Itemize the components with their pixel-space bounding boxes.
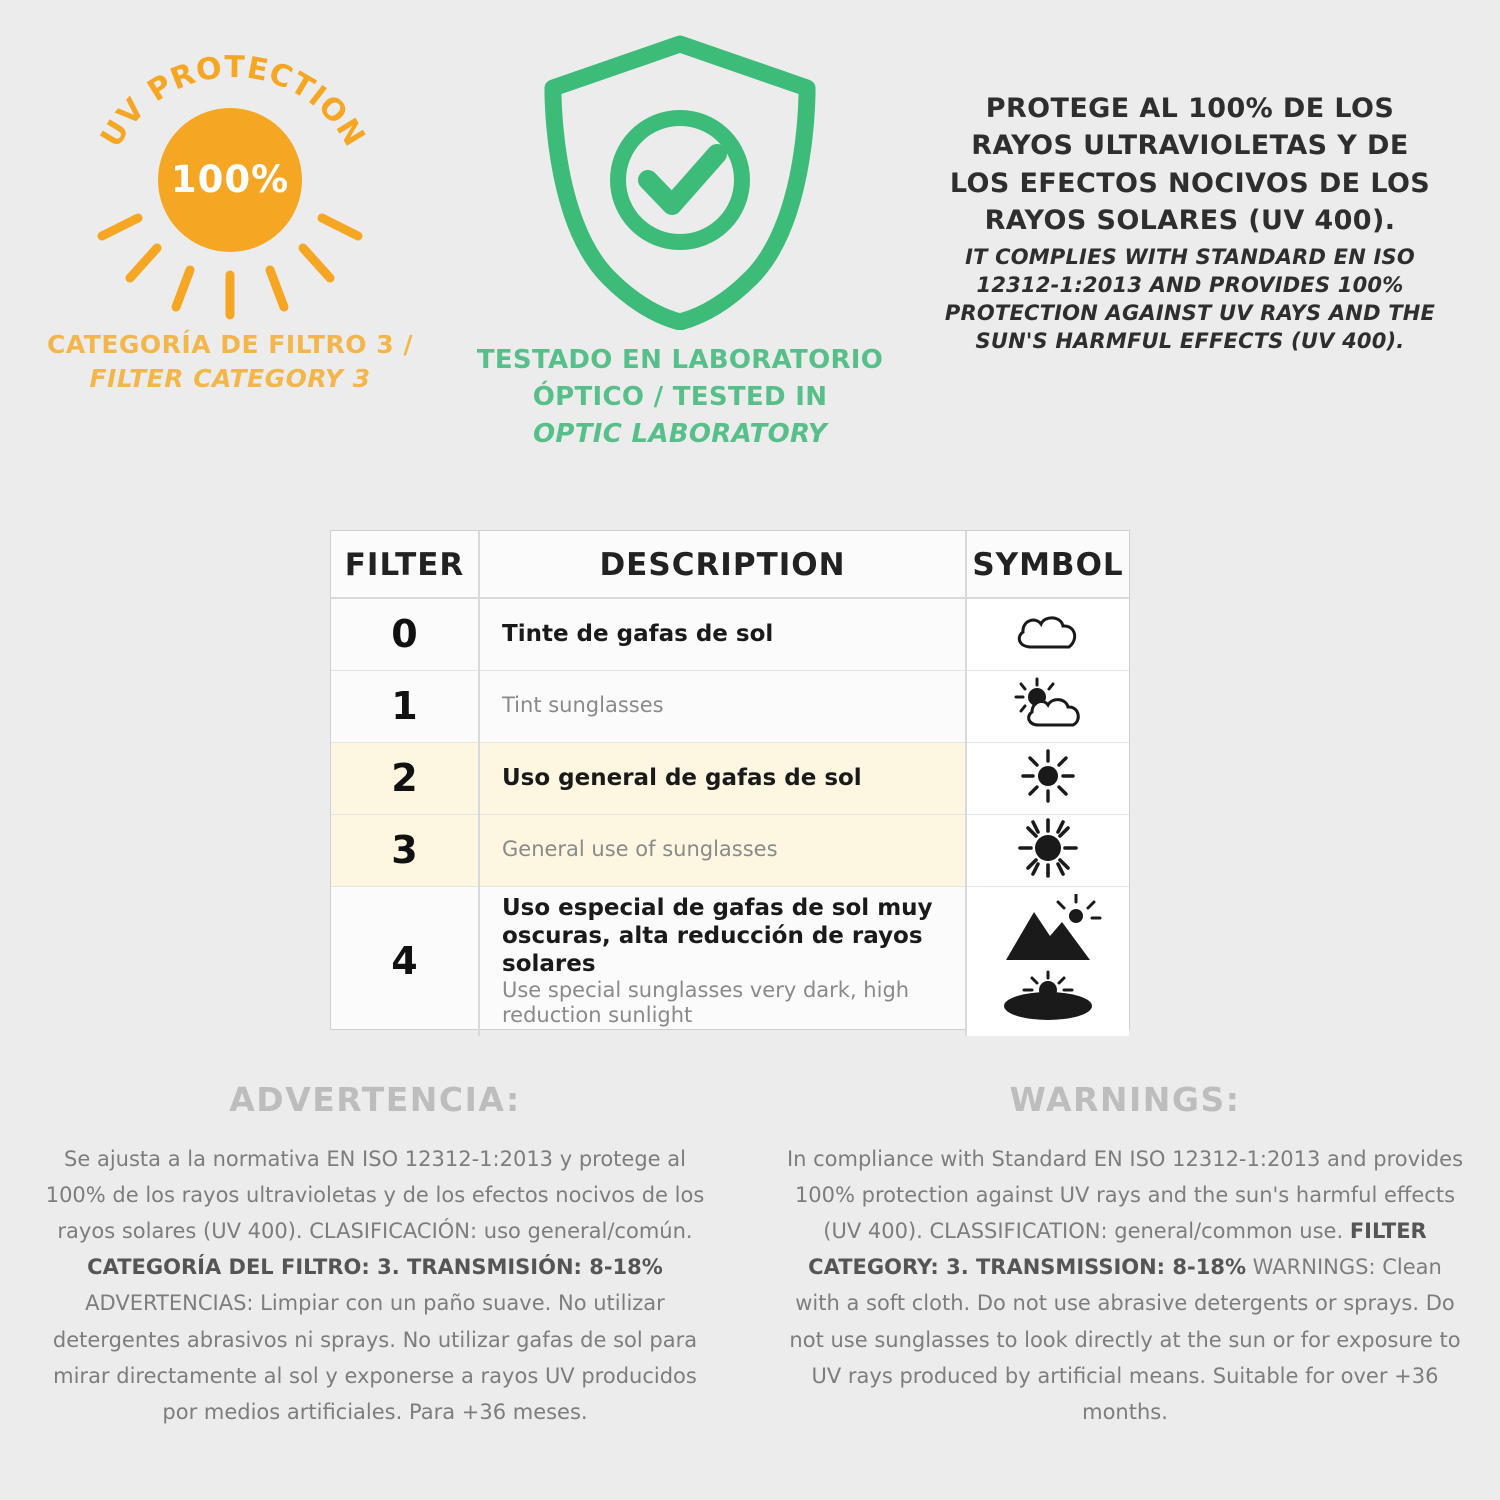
lab-caption-line3: OPTIC LABORATORY bbox=[532, 418, 828, 449]
symbol-cell bbox=[966, 598, 1129, 670]
column-header-symbol: SYMBOL bbox=[966, 531, 1129, 598]
filter-number: 3 bbox=[331, 814, 479, 886]
warnings-en-p2: FILTER CATEGORY: 3. TRANSMISSION: 8-18% bbox=[808, 1219, 1427, 1280]
warnings-title-es: ADVERTENCIA: bbox=[229, 1080, 521, 1119]
sun-icon bbox=[1018, 748, 1078, 804]
cloud-icon bbox=[1011, 607, 1085, 657]
filter-number: 2 bbox=[331, 742, 479, 814]
protection-text-block bbox=[940, 20, 1460, 480]
table-row bbox=[331, 814, 1129, 886]
table-row bbox=[331, 670, 1129, 742]
uv-arc-label: UV PROTECTION bbox=[94, 49, 372, 154]
description-es: Uso especial de gafas de sol muy oscuras, alta reducción de rayos solares bbox=[502, 894, 933, 977]
filter-number: 4 bbox=[331, 886, 479, 1036]
filter-number: 1 bbox=[331, 670, 479, 742]
filter-category-caption bbox=[47, 328, 413, 395]
lab-tested-block bbox=[420, 20, 940, 480]
warnings-english bbox=[750, 1080, 1500, 1430]
table-row bbox=[331, 598, 1129, 670]
uv-percent-label: 100% bbox=[170, 158, 290, 201]
description-en: Tint sunglasses bbox=[502, 693, 664, 718]
mountain-sun-and-water-icon bbox=[988, 894, 1108, 1024]
table-row bbox=[331, 742, 1129, 814]
sun-badge bbox=[80, 30, 380, 320]
filter-description bbox=[479, 814, 966, 886]
symbol-cell bbox=[966, 886, 1129, 1036]
filter-description bbox=[479, 886, 966, 1036]
warnings-body-en bbox=[784, 1141, 1466, 1430]
symbol-cell bbox=[966, 670, 1129, 742]
symbol-cell bbox=[966, 814, 1129, 886]
shield-check-icon bbox=[515, 30, 845, 330]
uv-protection-block bbox=[0, 20, 420, 480]
warnings-title-en: WARNINGS: bbox=[1009, 1080, 1241, 1119]
description-es: Uso general de gafas de sol bbox=[502, 764, 862, 791]
filter-category-caption-en: FILTER CATEGORY 3 bbox=[89, 363, 371, 393]
warnings-body-es bbox=[34, 1141, 716, 1430]
protection-text-spanish: PROTEGE AL 100% DE LOS RAYOS ULTRAVIOLETAS Y DE LOS EFECTOS NOCIVOS DE LOS RAYOS SOLARES (UV 400). bbox=[949, 93, 1431, 236]
description-en: Use special sunglasses very dark, high reduction sunlight bbox=[502, 977, 910, 1028]
warnings-es-p2: CATEGORÍA DEL FILTRO: 3. TRANSMISIÓN: 8-18% bbox=[87, 1255, 663, 1280]
lab-tested-caption bbox=[445, 342, 915, 453]
filter-description bbox=[479, 670, 966, 742]
column-header-filter: FILTER bbox=[331, 531, 479, 598]
warnings-spanish bbox=[0, 1080, 750, 1430]
warnings-en-p3: WARNINGS: Clean with a soft cloth. Do not use abrasive detergents or sprays. Do not use sunglasses to look directly at the sun or for exposure to UV rays produced by artificial means. Suitable for over +36 months. bbox=[789, 1255, 1461, 1424]
description-es: Tinte de gafas de sol bbox=[502, 621, 774, 648]
table-row bbox=[331, 886, 1129, 1036]
warnings-es-p3: ADVERTENCIAS: Limpiar con un paño suave. No utilizar detergentes abrasivos ni sprays. No utilizar gafas de sol para mirar directamente al sol y exponerse a rayos UV producidos por medios artificiales. Para +36 meses. bbox=[52, 1291, 698, 1424]
bright-sun-icon bbox=[1016, 818, 1080, 878]
filter-category-caption-es: CATEGORÍA DE FILTRO 3 / bbox=[47, 330, 413, 359]
shield-badge bbox=[515, 30, 845, 330]
filter-number: 0 bbox=[331, 598, 479, 670]
warnings-section bbox=[0, 1080, 1500, 1430]
sun-behind-cloud-icon bbox=[1011, 677, 1085, 731]
lab-caption-line1: TESTADO EN LABORATORIO bbox=[476, 345, 884, 375]
filter-description bbox=[479, 598, 966, 670]
protection-text-english: IT COMPLIES WITH STANDARD EN ISO 12312-1:2013 AND PROVIDES 100% PROTECTION AGAINST UV RAYS AND THE SUN'S HARMFUL EFFECTS (UV 400). bbox=[944, 245, 1436, 354]
warnings-en-p1: In compliance with Standard EN ISO 12312-1:2013 and provides 100% protection against UV rays and the sun's harmful effects (UV 400). CLASSIFICATION: general/common use. bbox=[786, 1147, 1464, 1244]
table-header-row bbox=[331, 531, 1129, 598]
description-en: General use of sunglasses bbox=[502, 837, 778, 862]
lab-caption-line2: ÓPTICO / TESTED IN bbox=[532, 381, 828, 412]
filter-category-table bbox=[330, 530, 1130, 1030]
column-header-description: DESCRIPTION bbox=[479, 531, 966, 598]
symbol-cell bbox=[966, 742, 1129, 814]
top-badges-row bbox=[0, 20, 1500, 480]
warnings-es-p1: Se ajusta a la normativa EN ISO 12312-1:2013 y protege al 100% de los rayos ultravioletas y de los efectos nocivos de los rayos solares (UV 400). CLASIFICACIÓN: uso general/común. bbox=[45, 1147, 705, 1244]
filter-description bbox=[479, 742, 966, 814]
